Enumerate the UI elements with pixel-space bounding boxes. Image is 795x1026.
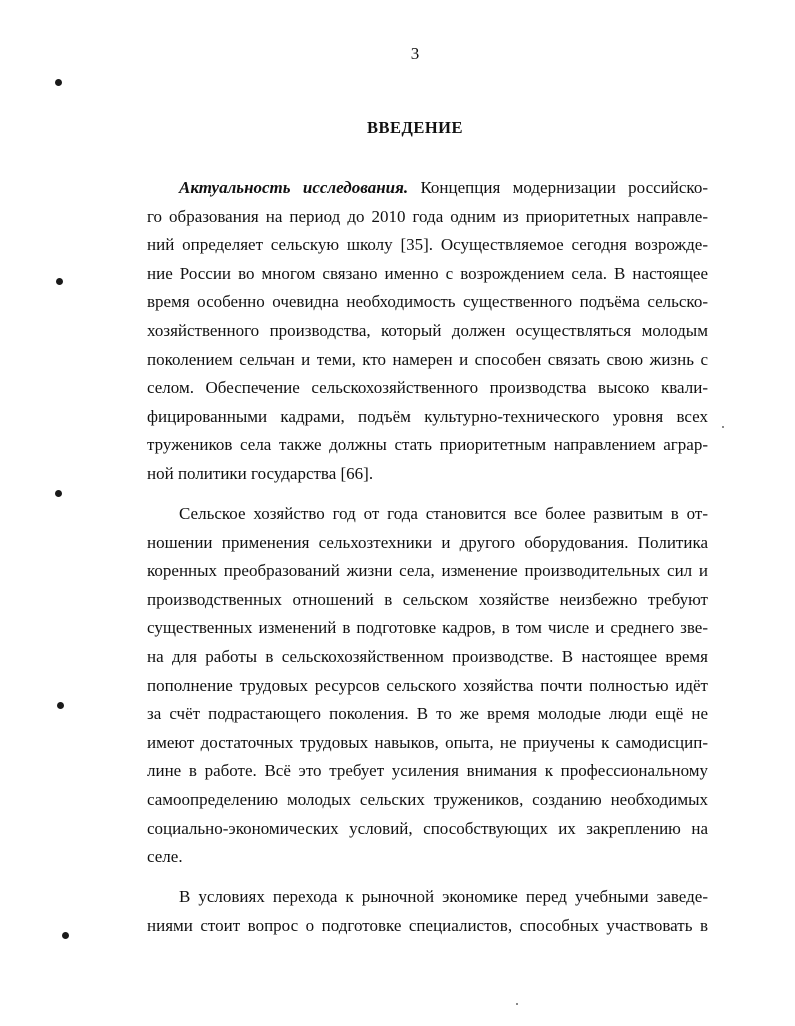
paragraph-line: тружеников села также должны стать приоритетным направлением аграр- — [147, 435, 708, 455]
paragraph-line: имеют достаточных трудовых навыков, опыта, не приучены к самодисцип- — [147, 732, 708, 752]
paragraph-line: за счёт подрастающего поколения. В то же время молодые люди ещё не — [147, 704, 708, 724]
section-heading: ВВЕДЕНИЕ — [366, 118, 464, 137]
paragraph-line: селом. Обеспечение сельскохозяйственного производства высоко квали- — [147, 378, 708, 398]
paragraph-line: поколением сельчан и теми, кто намерен и способен связать свою жизнь с — [147, 349, 708, 369]
binding-hole-mark — [55, 490, 62, 497]
paragraph-line: фицированными кадрами, подъём культурно-технического уровня всех — [147, 406, 708, 426]
paragraph-line: ний определяет сельскую школу [35]. Осуществляемое сегодня возрожде- — [147, 235, 708, 255]
binding-hole-mark — [57, 702, 64, 709]
paragraph-line: время особенно очевидна необходимость существенного подъёма сельско- — [147, 292, 708, 312]
binding-hole-mark — [62, 932, 69, 939]
paragraph-1 — [147, 174, 708, 489]
paragraph-line: ние России во многом связано именно с возрождением села. В настоящее — [147, 263, 708, 283]
paragraph-line: ношении применения сельхозтехники и другого оборудования. Политика — [147, 532, 708, 552]
paragraph-line: коренных преобразований жизни села, изменение производительных сил и — [147, 561, 708, 581]
paragraph-line: Сельское хозяйство год от года становится все более развитым в от- — [179, 504, 708, 523]
lead-in-phrase: Актуальность исследования. — [179, 178, 409, 197]
paragraph-line: лине в работе. Всё это требует усиления внимания к профессиональному — [147, 761, 708, 781]
paragraph-3 — [147, 883, 708, 940]
paragraph-line: социально-экономических условий, способствующих их закреплению на — [147, 818, 708, 838]
scan-speck — [516, 1003, 518, 1005]
paragraph-line: пополнение трудовых ресурсов сельского хозяйства почти полностью идёт — [147, 675, 708, 695]
paragraph-2 — [147, 500, 708, 872]
paragraph-line: В условиях перехода к рыночной экономике перед учебными заведе- — [179, 887, 708, 906]
scan-speck — [722, 426, 724, 428]
paragraph-line: ной политики государства [66]. — [147, 463, 374, 483]
paragraph-line: существенных изменений в подготовке кадров, в том числе и среднего зве- — [147, 618, 708, 638]
paragraph-line: селе. — [147, 847, 183, 867]
paragraph-line: го образования на период до 2010 года одним из приоритетных направле- — [147, 206, 708, 226]
paragraph-line: Актуальность исследования. Концепция модернизации российско- — [179, 178, 708, 197]
paragraph-line: хозяйственного производства, который должен осуществляться молодым — [147, 320, 708, 340]
paragraph-line: на для работы в сельскохозяйственном производстве. В настоящее время — [147, 646, 708, 666]
binding-hole-mark — [55, 79, 62, 86]
binding-hole-mark — [56, 278, 63, 285]
page-number: 3 — [410, 44, 420, 63]
paragraph-line: самоопределению молодых сельских тружеников, созданию необходимых — [147, 789, 708, 809]
paragraph-line: производственных отношений в сельском хозяйстве неизбежно требуют — [147, 589, 708, 609]
paragraph-line: ниями стоит вопрос о подготовке специалистов, способных участвовать в — [147, 915, 708, 935]
